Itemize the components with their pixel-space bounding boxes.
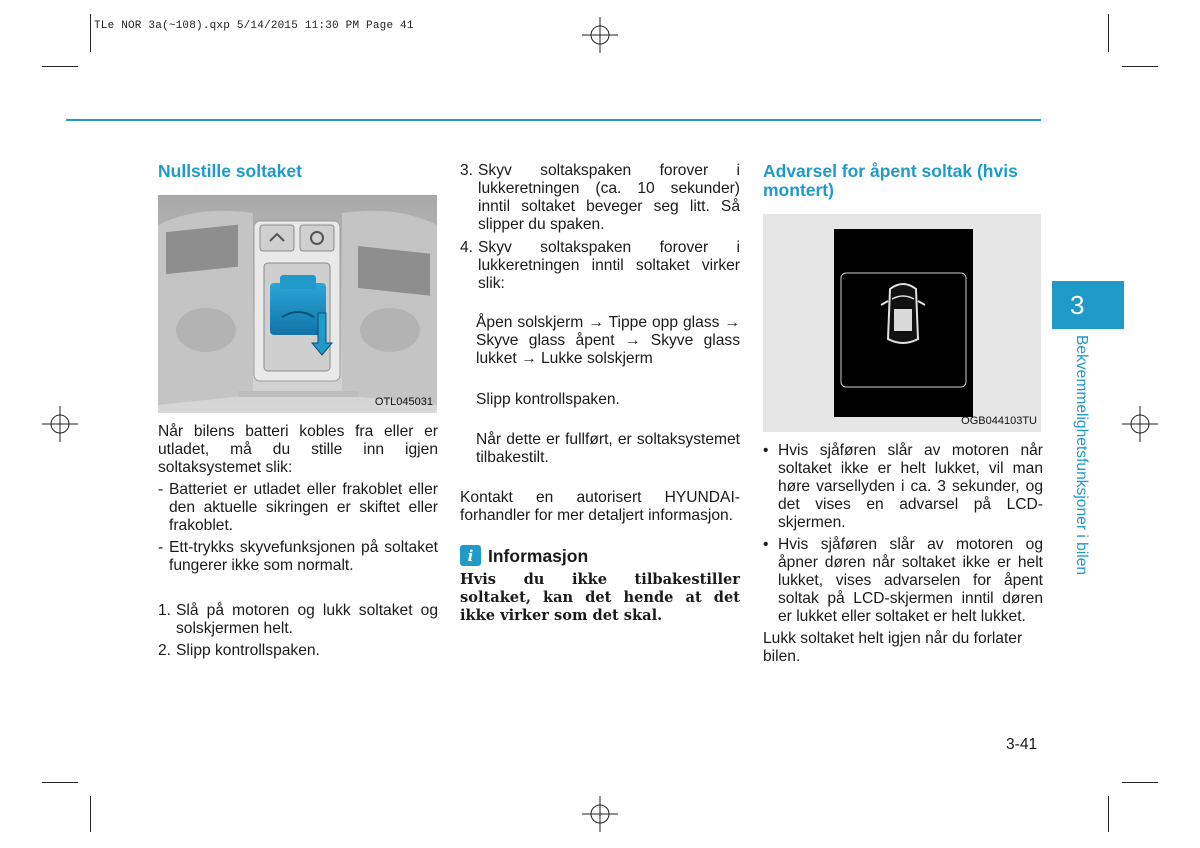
chapter-tab (1052, 281, 1124, 329)
step-list (460, 162, 740, 293)
header-rule (66, 119, 1041, 121)
chapter-number: 3 (1070, 290, 1085, 320)
crop-mark (42, 782, 78, 783)
sequence-text: Åpen solskjerm → Tippe opp glass → Skyve glass åpent → Skyve glass lukket → Lukke solskjerm (476, 314, 740, 367)
column-right (763, 162, 1043, 666)
crop-mark (90, 796, 91, 832)
sunroof-switch-figure (158, 195, 437, 413)
registration-mark-icon (1122, 406, 1158, 442)
chapter-title: Bekvemmelighetsfunksjoner i bilen (1073, 335, 1090, 576)
release-text: Slipp kontrollspaken. (476, 391, 620, 408)
list-item: • Hvis sjåføren slår av motoren når soltaket ikke er helt lukket, vil man høre varsellyden i ca. 3 sekunder, og det vises en advarsel på LCD-skjermen. (763, 442, 1043, 531)
registration-mark-icon (42, 406, 78, 442)
list-item: 2. Slipp kontrollspaken. (158, 642, 320, 659)
section-heading: Nullstille soltaket (158, 161, 302, 181)
list-item: • Hvis sjåføren slår av motoren og åpner døren når soltaket ikke er helt lukket, vises advarselen for åpent soltak på LCD-skjermen inntil døren er lukket eller soltaket er helt lukket. (763, 536, 1043, 625)
crop-mark (1122, 66, 1158, 67)
section-heading: Advarsel for åpent soltak (hvis montert) (763, 161, 1018, 200)
info-icon: i (460, 545, 481, 566)
page-number: 3-41 (1006, 736, 1038, 753)
crop-mark (1122, 782, 1158, 783)
registration-mark-icon (582, 17, 618, 53)
closing-paragraph: Lukk soltaket helt igjen når du forlater bilen. (763, 630, 1023, 665)
figure-code: OTL045031 (374, 396, 433, 408)
list-item: - Ett-trykks skyvefunksjonen på soltaket fungerer ikke som normalt. (158, 539, 438, 574)
crop-mark (1108, 14, 1109, 52)
list-item: 1. Slå på motoren og lukk soltaket og solskjermen helt. (158, 602, 438, 637)
column-middle (460, 162, 740, 625)
crop-mark (1108, 796, 1109, 832)
crop-mark (90, 14, 91, 52)
list-item: 3. Skyv soltakspaken forover i lukkeretningen (ca. 10 sekunder) inntil soltaket beveger seg litt. Så slipper du spaken. (460, 162, 740, 233)
done-text: Når dette er fullført, er soltaksystemet tilbakestilt. (476, 431, 740, 466)
condition-list (158, 481, 438, 575)
info-body: Hvis du ikke tilbakestiller soltaket, kan det hende at det ikke virker som det skal. (460, 571, 740, 624)
crop-mark (42, 66, 78, 67)
step-list (158, 602, 438, 660)
list-item: - Batteriet er utladet eller frakoblet eller den aktuelle sikringen er skiftet eller frakoblet. (158, 481, 438, 534)
registration-mark-icon (582, 796, 618, 832)
figure-code: OGB044103TU (961, 415, 1037, 427)
column-left (158, 162, 438, 660)
lcd-display-illustration (763, 214, 1041, 432)
list-item: 4. Skyv soltakspaken forover i lukkeretningen inntil soltaket virker slik: (460, 239, 740, 292)
contact-paragraph: Kontakt en autorisert HYUNDAI-forhandler for mer detaljert informasjon. (460, 489, 740, 524)
bullet-list (763, 442, 1043, 626)
info-heading (460, 545, 740, 566)
intro-paragraph: Når bilens batteri kobles fra eller er utladet, må du stille inn igjen soltaksystemet slik: (158, 423, 438, 476)
print-slug: TLe NOR 3a(~108).qxp 5/14/2015 11:30 PM Page 41 (94, 20, 414, 32)
lcd-warning-figure (763, 214, 1041, 432)
overhead-console-illustration (158, 195, 437, 413)
info-title: Informasjon (488, 545, 589, 566)
